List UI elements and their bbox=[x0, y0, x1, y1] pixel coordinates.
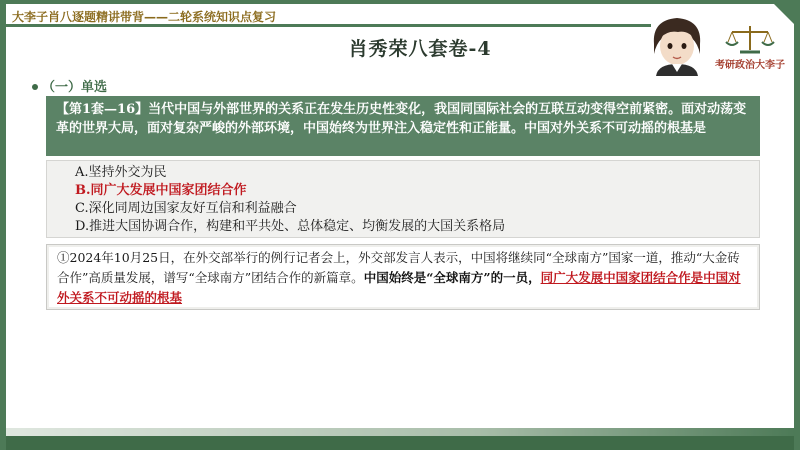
corner-decoration bbox=[774, 4, 794, 24]
bottom-strip bbox=[6, 436, 794, 450]
analysis-box bbox=[46, 244, 760, 310]
top-strip bbox=[6, 0, 794, 4]
option-d[interactable]: D.推进大国协调合作，构建和平共处、总体稳定、均衡发展的大国关系格局 bbox=[75, 219, 506, 234]
bottom-gradient bbox=[6, 428, 794, 436]
slide-title: 肖秀荣八套卷-4 bbox=[348, 38, 492, 60]
brand-logo bbox=[712, 22, 788, 74]
question-box bbox=[46, 96, 760, 156]
option-a[interactable]: A.坚持外交为民 bbox=[75, 165, 167, 180]
analysis-text: ①2024年10月25日，在外交部举行的例行记者会上，外交部发言人表示，中国将继续同“全球南方”国家一道，推动“大金砖合作”高质量发展，谱写“全球南方”团结合作的新篇章。 bbox=[57, 250, 740, 285]
header-title: 大李子肖八逐题精讲带背——二轮系统知识点复习 bbox=[12, 10, 277, 24]
section-bullet bbox=[32, 84, 38, 90]
scales-icon bbox=[712, 22, 788, 56]
left-rail bbox=[0, 0, 6, 450]
logo-text: 考研政治大李子 bbox=[715, 60, 785, 71]
option-c[interactable]: C.深化同周边国家友好互信和利益融合 bbox=[75, 201, 297, 216]
option-b[interactable]: B.同广大发展中国家团结合作 bbox=[75, 183, 247, 198]
section-label: （一）单选 bbox=[42, 80, 108, 95]
options-box bbox=[46, 160, 760, 238]
analysis-answer: 同广大发展中国家团结合作是中国对外关系不可动摇的根基 bbox=[57, 270, 741, 305]
analysis-bold: 中国始终是“全球南方”的一员， bbox=[363, 270, 541, 285]
right-rail bbox=[794, 0, 800, 450]
avatar bbox=[648, 14, 706, 76]
question-text: 【第1套—16】当代中国与外部世界的关系正在发生历史性变化，我国同国际社会的互联互动变得空前紧密。面对动荡变革的世界大局，面对复杂严峻的外部环境，中国始终为世界注入稳定性和正能量。中国对外关系不可动摇的根基是 bbox=[56, 102, 747, 136]
